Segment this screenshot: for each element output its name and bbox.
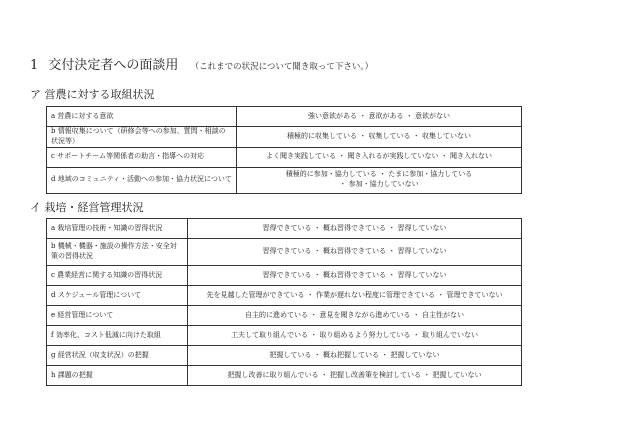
- table-row: [47, 326, 522, 346]
- item-label: a 栽培管理の技術・知識の習得状況: [47, 219, 188, 239]
- options-cell: 把握している ・ 概ね把握している ・ 把握していない: [188, 346, 522, 366]
- options-cell: 習得できている ・ 概ね習得できている ・ 習得していない: [188, 266, 522, 286]
- item-label: b 機械・機器・施設の操作方法・安全対策の習得状況: [47, 239, 188, 266]
- section-a-heading: ア 営農に対する取組状況: [30, 88, 155, 101]
- item-label: c サポートチーム等関係者の助言・指導への対応: [47, 147, 237, 167]
- options-cell: 積極的に収集している ・ 収集している ・ 収集していない: [237, 127, 522, 148]
- table-row: [47, 147, 522, 167]
- options-cell: 積極的に参加・協力している ・ たまに参加・協力している ・ 参加・協力していない: [237, 167, 522, 193]
- section-b-table: [46, 218, 522, 386]
- table-row: [47, 286, 522, 306]
- item-label: g 経営状況（収支状況）の把握: [47, 346, 188, 366]
- item-label: d スケジュール管理について: [47, 286, 188, 306]
- item-label: a 営農に対する意欲: [47, 107, 237, 127]
- section-b-heading: イ 栽培・経営管理状況: [30, 201, 144, 214]
- options-cell: 習得できている ・ 概ね習得できている ・ 習得していない: [188, 239, 522, 266]
- item-label: c 農業経営に関する知識の習得状況: [47, 266, 188, 286]
- options-cell: 把握し改善に取り組んでいる ・ 把握し改善策を検討している ・ 把握していない: [188, 366, 522, 386]
- options-cell: 習得できている ・ 概ね習得できている ・ 習得していない: [188, 219, 522, 239]
- options-cell: 強い意欲がある ・ 意欲がある ・ 意欲がない: [237, 107, 522, 127]
- table-row: [47, 167, 522, 193]
- title-note: （これまでの状況について聞き取って下さい。）: [190, 62, 374, 72]
- table-row: [47, 366, 522, 386]
- table-row: [47, 346, 522, 366]
- item-label: d 地域のコミュニティ・活動への参加・協力状況について: [47, 167, 237, 193]
- table-row: [47, 219, 522, 239]
- table-row: [47, 266, 522, 286]
- table-row: [47, 127, 522, 148]
- options-cell: 工夫して取り組んでいる ・ 取り組めるよう努力している ・ 取り組んでいない: [188, 326, 522, 346]
- item-label: e 経営管理について: [47, 306, 188, 326]
- options-cell: 自主的に進めている ・ 意見を聞きながら進めている ・ 自主性がない: [188, 306, 522, 326]
- table-row: [47, 306, 522, 326]
- table-row: [47, 107, 522, 127]
- item-label: h 課題の把握: [47, 366, 188, 386]
- page-title: [30, 54, 373, 73]
- item-label: b 情報収集について（研修会等への参加、質問・相談の状況等）: [47, 127, 237, 148]
- table-row: [47, 239, 522, 266]
- section-a-table: [46, 106, 522, 194]
- options-cell: 先を見越した管理ができている ・ 作業が遅れない程度に管理できている ・ 管理できていない: [188, 286, 522, 306]
- title-number: 1: [30, 58, 39, 73]
- title-text: 交付決定者への面談用: [48, 58, 179, 73]
- options-cell: よく聞き実践している ・ 聞き入れるが実践していない ・ 聞き入れない: [237, 147, 522, 167]
- item-label: f 効率化、コスト低減に向けた取組: [47, 326, 188, 346]
